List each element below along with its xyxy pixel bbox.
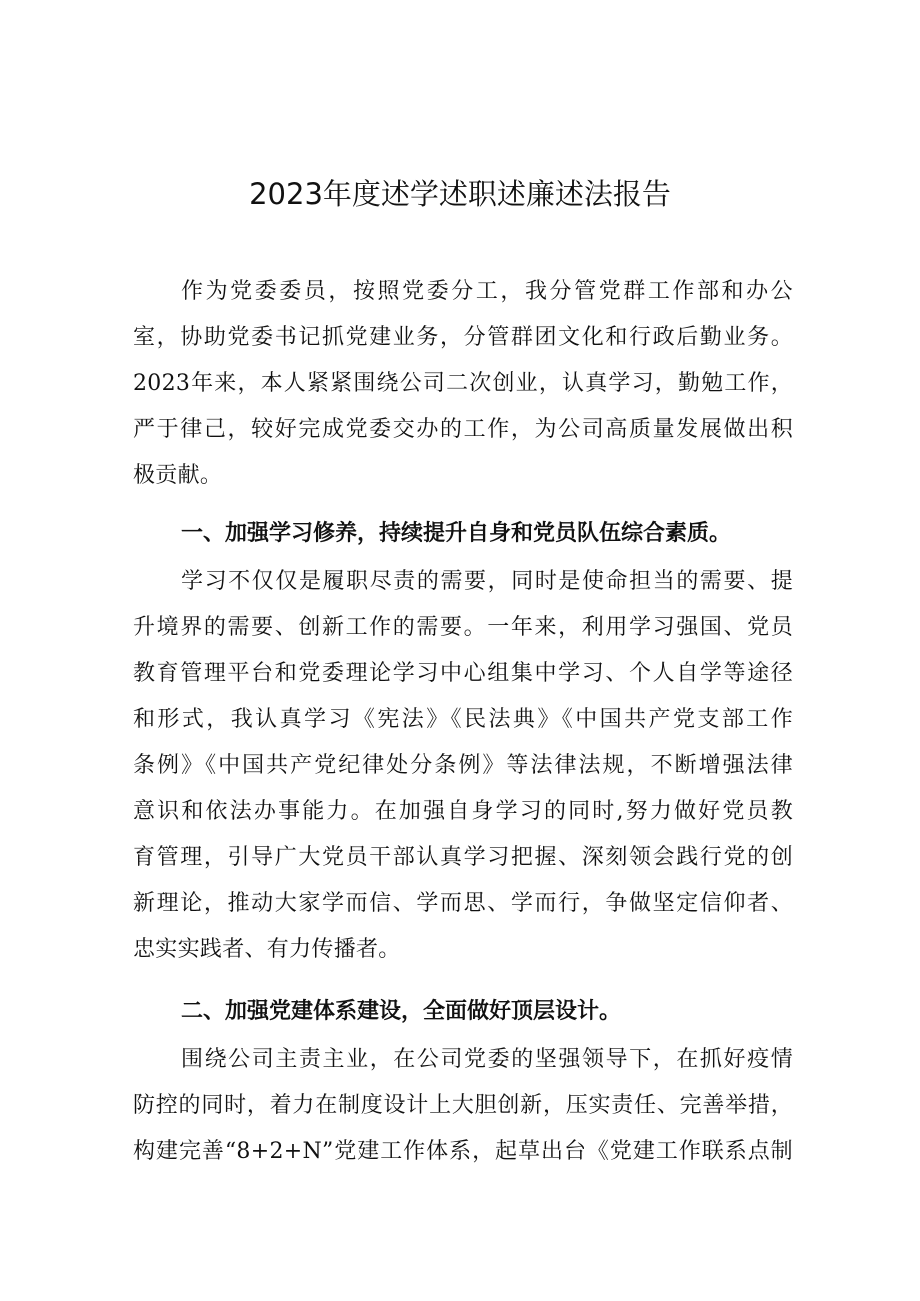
intro-line: 室，协助党委书记抓党建业务，分管群团文化和行政后勤业务。 — [133, 325, 793, 350]
section2-line: 构建完善“8+2+N”党建工作体系，起草出台《党建工作联系点制 — [133, 1139, 793, 1164]
section2-line: 围绕公司主责主业，在公司党委的坚强领导下，在抓好疫情 — [181, 1047, 793, 1072]
section1-line: 和形式，我认真学习《宪法》《民法典》《中国共产党支部工作 — [133, 707, 793, 732]
section1-line: 教育管理平台和党委理论学习中心组集中学习、个人自学等途径 — [133, 661, 793, 686]
section1-line: 学习不仅仅是履职尽责的需要，同时是使命担当的需要、提 — [181, 569, 793, 594]
section-heading-2: 二、加强党建体系建设，全面做好顶层设计。 — [181, 999, 622, 1024]
intro-line: 作为党委委员，按照党委分工，我分管党群工作部和办公 — [181, 279, 793, 304]
section1-line: 育管理，引导广大党员干部认真学习把握、深刻领会践行党的创 — [133, 845, 793, 870]
section-heading-1: 一、加强学习修养，持续提升自身和党员队伍综合素质。 — [181, 521, 732, 546]
section1-line: 忠实实践者、有力传播者。 — [133, 937, 401, 962]
intro-line: 2023年来，本人紧紧围绕公司二次创业，认真学习，勤勉工作， — [133, 371, 793, 396]
section2-line: 防控的同时，着力在制度设计上大胆创新，压实责任、完善举措， — [133, 1093, 793, 1118]
section1-line: 新理论，推动大家学而信、学而思、学而行，争做坚定信仰者、 — [133, 891, 793, 916]
section1-line: 条例》《中国共产党纪律处分条例》等法律法规，不断增强法律 — [133, 753, 793, 778]
intro-line: 严于律己，较好完成党委交办的工作，为公司高质量发展做出积 — [133, 417, 793, 442]
document-title: 2023年度述学述职述廉述法报告 — [249, 177, 671, 211]
intro-line: 极贡献。 — [133, 463, 223, 488]
section1-line: 升境界的需要、创新工作的需要。一年来，利用学习强国、党员 — [133, 615, 793, 640]
section1-line: 意识和依法办事能力。在加强自身学习的同时,努力做好党员教 — [133, 799, 793, 824]
